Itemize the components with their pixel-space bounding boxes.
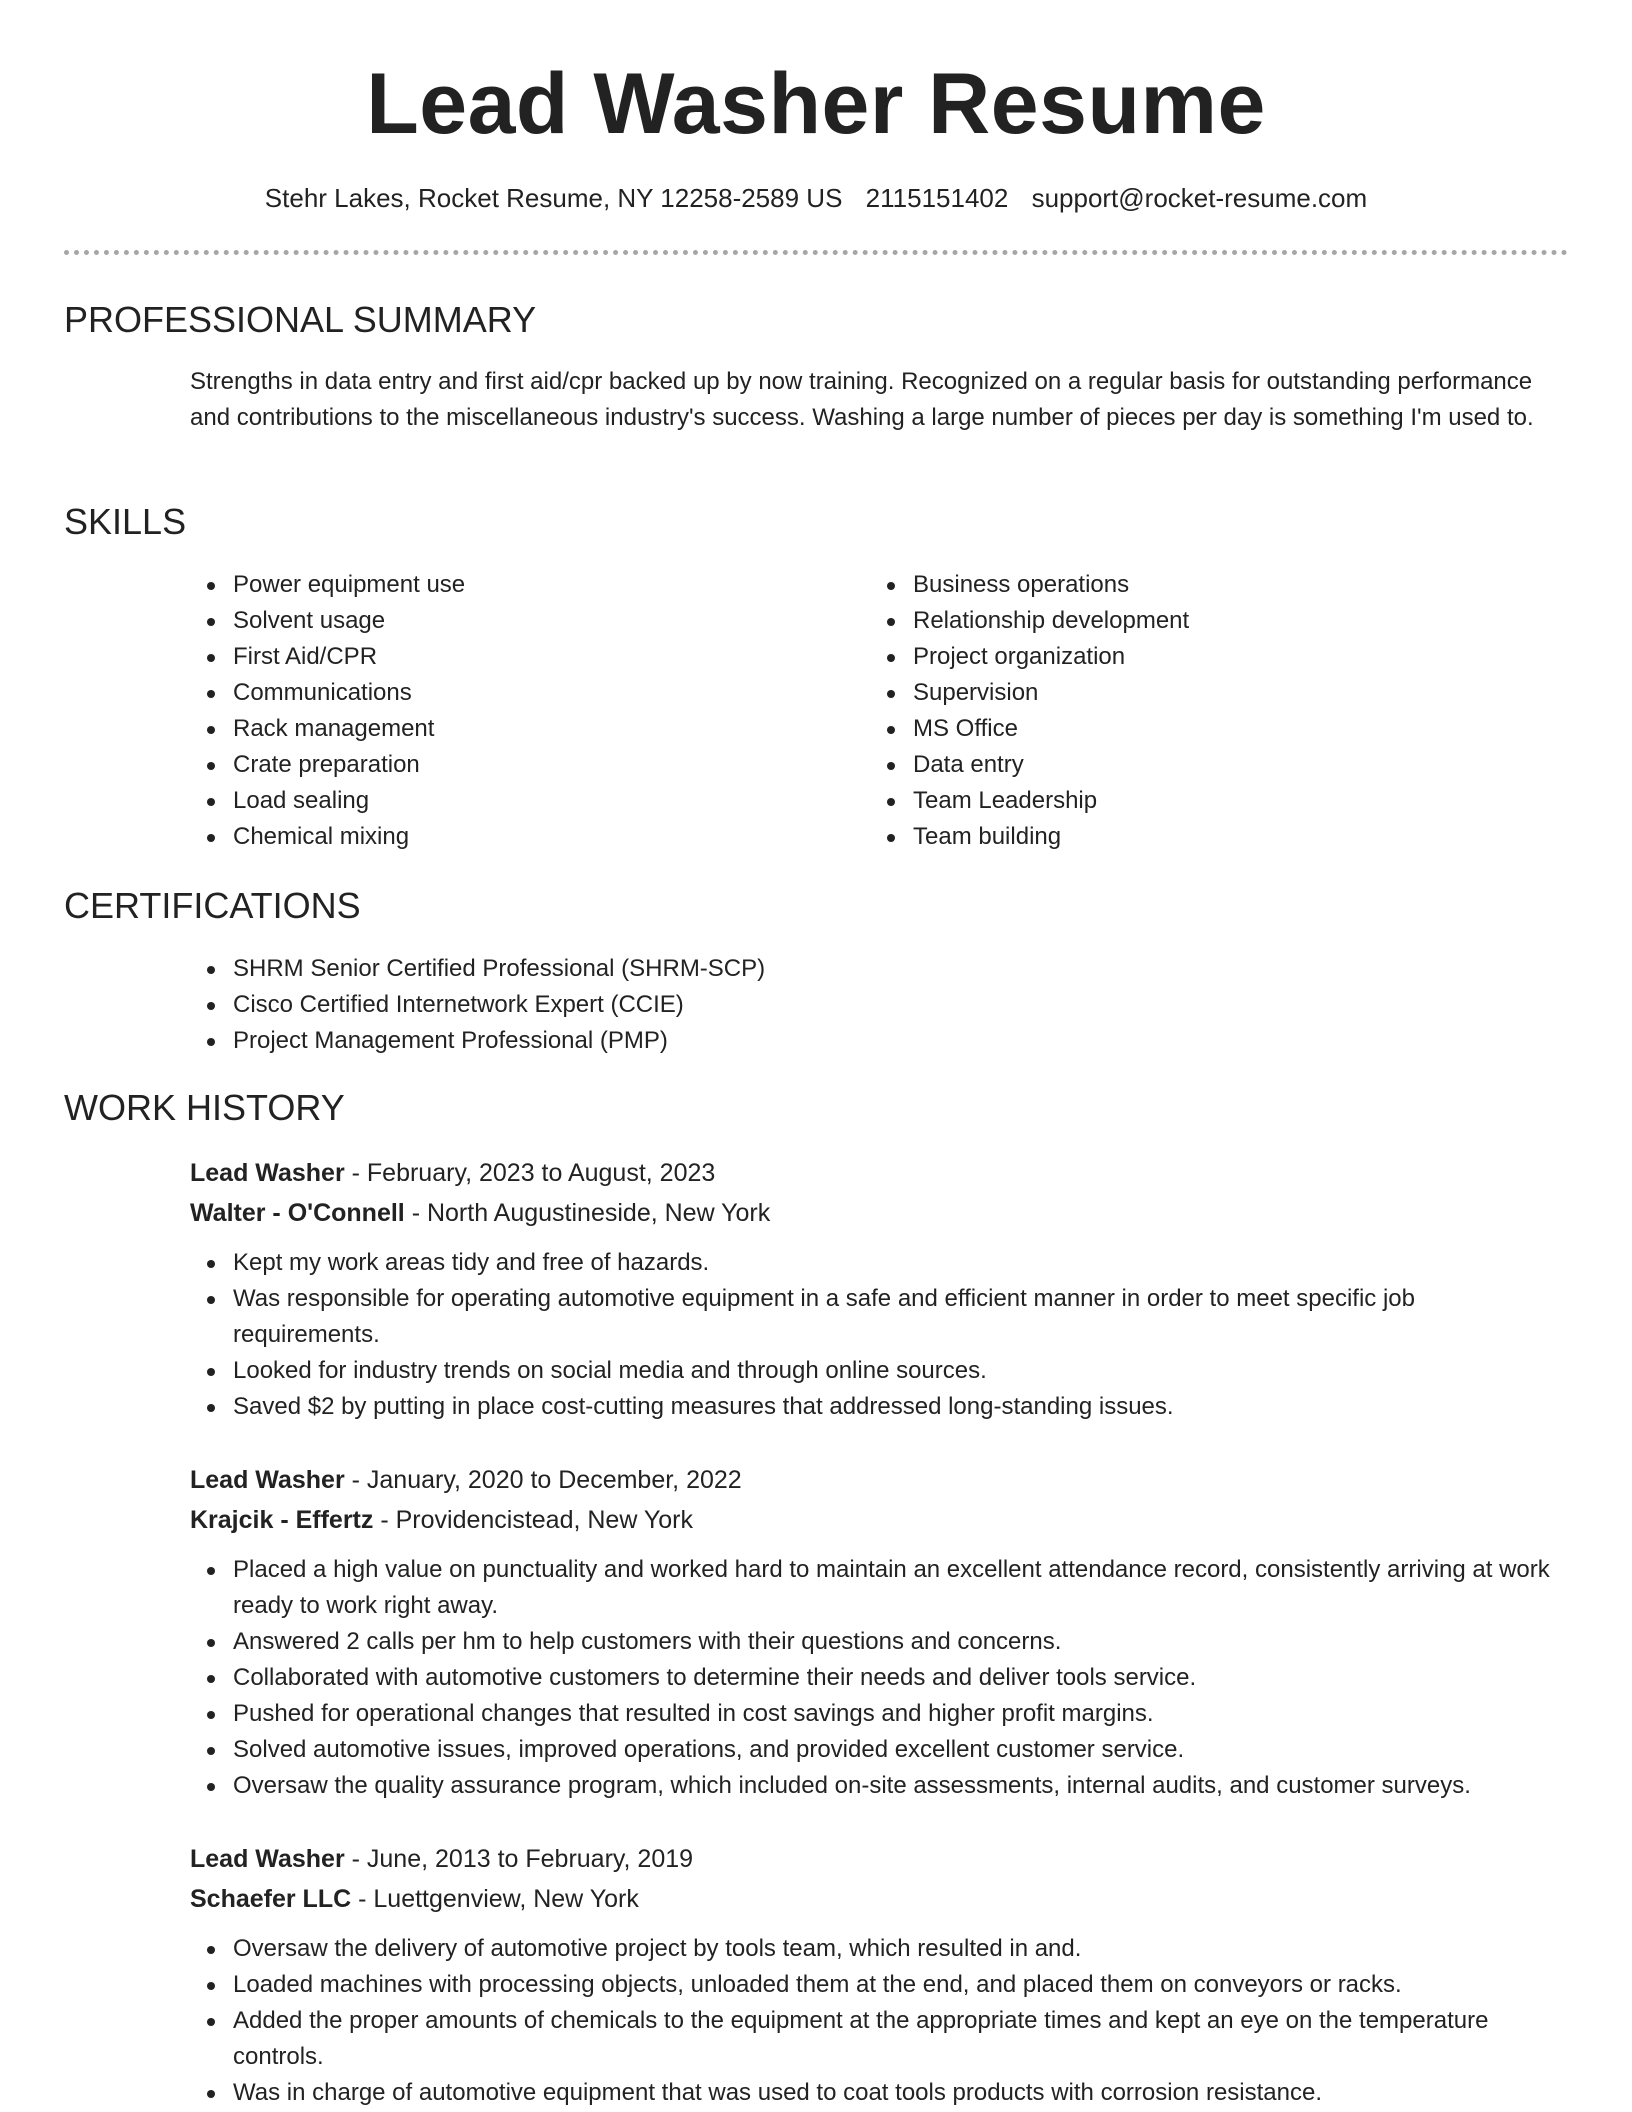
list-item: MS Office bbox=[913, 711, 1490, 747]
contact-phone: 2115151402 bbox=[865, 183, 1009, 213]
list-item: Relationship development bbox=[913, 603, 1490, 639]
skills-list-left bbox=[190, 567, 810, 855]
job-entry bbox=[190, 1460, 1550, 1804]
list-item: Chemical mixing bbox=[233, 819, 810, 855]
work-history-heading: WORK HISTORY bbox=[64, 1087, 345, 1128]
list-item: Rack management bbox=[233, 711, 810, 747]
list-item: Placed a high value on punctuality and worked hard to maintain an excellent attendance record, consistently arriving at work ready to work right away. bbox=[233, 1552, 1550, 1624]
list-item: SHRM Senior Certified Professional (SHRM-SCP) bbox=[233, 951, 1550, 987]
job-title-line bbox=[190, 1839, 1550, 1879]
job-bullets bbox=[190, 1552, 1550, 1804]
job-bullets bbox=[190, 1245, 1550, 1425]
list-item: Pushed for operational changes that resulted in cost savings and higher profit margins. bbox=[233, 1696, 1550, 1732]
list-item: Looked for industry trends on social media and through online sources. bbox=[233, 1353, 1550, 1389]
list-item: Load sealing bbox=[233, 783, 810, 819]
job-company-line bbox=[190, 1500, 1550, 1540]
list-item: Loaded machines with processing objects, unloaded them at the end, and placed them on conveyors or racks. bbox=[233, 1967, 1550, 2003]
summary-text: Strengths in data entry and first aid/cpr backed up by now training. Recognized on a regular basis for outstanding performance and contributions to the miscellaneous industry's success. Washing a large number of pieces per day is something I'm used to. bbox=[190, 368, 1534, 431]
list-item: Power equipment use bbox=[233, 567, 810, 603]
job-company: Walter - O'Connell bbox=[190, 1199, 405, 1227]
list-item: Project Management Professional (PMP) bbox=[233, 1023, 1550, 1059]
summary-section bbox=[190, 364, 1550, 436]
list-item: Communications bbox=[233, 675, 810, 711]
job-dates: - June, 2013 to February, 2019 bbox=[344, 1845, 694, 1873]
job-bullets bbox=[190, 1931, 1550, 2111]
certifications-section bbox=[190, 951, 1550, 1059]
contact-line bbox=[0, 181, 1632, 215]
job-location: - Luettgenview, New York bbox=[351, 1885, 639, 1913]
list-item: Was responsible for operating automotive equipment in a safe and efficient manner in order to meet specific job requirements. bbox=[233, 1281, 1550, 1353]
job-company-line bbox=[190, 1193, 1550, 1233]
job-company: Schaefer LLC bbox=[190, 1885, 352, 1913]
resume-title: Lead Washer Resume bbox=[366, 56, 1266, 152]
job-entry bbox=[190, 1839, 1550, 2111]
skills-heading: SKILLS bbox=[64, 501, 187, 542]
job-title: Lead Washer bbox=[190, 1466, 345, 1494]
list-item: Solvent usage bbox=[233, 603, 810, 639]
job-title-line bbox=[190, 1153, 1550, 1193]
job-title: Lead Washer bbox=[190, 1159, 345, 1187]
skills-section bbox=[190, 567, 1550, 867]
list-item: Oversaw the delivery of automotive project by tools team, which resulted in and. bbox=[233, 1931, 1550, 1967]
job-title: Lead Washer bbox=[190, 1845, 345, 1873]
certifications-list bbox=[190, 951, 1550, 1059]
certifications-heading: CERTIFICATIONS bbox=[64, 885, 361, 926]
job-company: Krajcik - Effertz bbox=[190, 1506, 374, 1534]
job-company-line bbox=[190, 1879, 1550, 1919]
skills-list-right bbox=[870, 567, 1490, 855]
job-entry bbox=[190, 1153, 1550, 1425]
contact-email[interactable]: support@rocket-resume.com bbox=[1031, 183, 1368, 213]
job-location: - North Augustineside, New York bbox=[404, 1199, 771, 1227]
work-history-section bbox=[190, 1153, 1550, 2112]
list-item: Collaborated with automotive customers to determine their needs and deliver tools service. bbox=[233, 1660, 1550, 1696]
list-item: Solved automotive issues, improved operations, and provided excellent customer service. bbox=[233, 1732, 1550, 1768]
list-item: Kept my work areas tidy and free of hazards. bbox=[233, 1245, 1550, 1281]
list-item: Team building bbox=[913, 819, 1490, 855]
list-item: Team Leadership bbox=[913, 783, 1490, 819]
list-item: First Aid/CPR bbox=[233, 639, 810, 675]
job-title-line bbox=[190, 1460, 1550, 1500]
job-dates: - February, 2023 to August, 2023 bbox=[344, 1159, 716, 1187]
list-item: Added the proper amounts of chemicals to the equipment at the appropriate times and kept an eye on the temperature controls. bbox=[233, 2003, 1550, 2075]
list-item: Business operations bbox=[913, 567, 1490, 603]
job-dates: - January, 2020 to December, 2022 bbox=[344, 1466, 742, 1494]
list-item: Cisco Certified Internetwork Expert (CCIE) bbox=[233, 987, 1550, 1023]
job-location: - Providencistead, New York bbox=[373, 1506, 693, 1534]
list-item: Answered 2 calls per hm to help customers with their questions and concerns. bbox=[233, 1624, 1550, 1660]
list-item: Project organization bbox=[913, 639, 1490, 675]
list-item: Oversaw the quality assurance program, which included on-site assessments, internal audits, and customer surveys. bbox=[233, 1768, 1550, 1804]
list-item: Crate preparation bbox=[233, 747, 810, 783]
list-item: Supervision bbox=[913, 675, 1490, 711]
header-divider bbox=[64, 250, 1568, 255]
list-item: Data entry bbox=[913, 747, 1490, 783]
list-item: Saved $2 by putting in place cost-cutting measures that addressed long-standing issues. bbox=[233, 1389, 1550, 1425]
list-item: Was in charge of automotive equipment that was used to coat tools products with corrosion resistance. bbox=[233, 2075, 1550, 2111]
summary-heading: PROFESSIONAL SUMMARY bbox=[64, 299, 537, 340]
contact-address: Stehr Lakes, Rocket Resume, NY 12258-2589 US bbox=[264, 183, 843, 213]
skills-column-left bbox=[190, 567, 810, 855]
skills-column-right bbox=[870, 567, 1490, 855]
